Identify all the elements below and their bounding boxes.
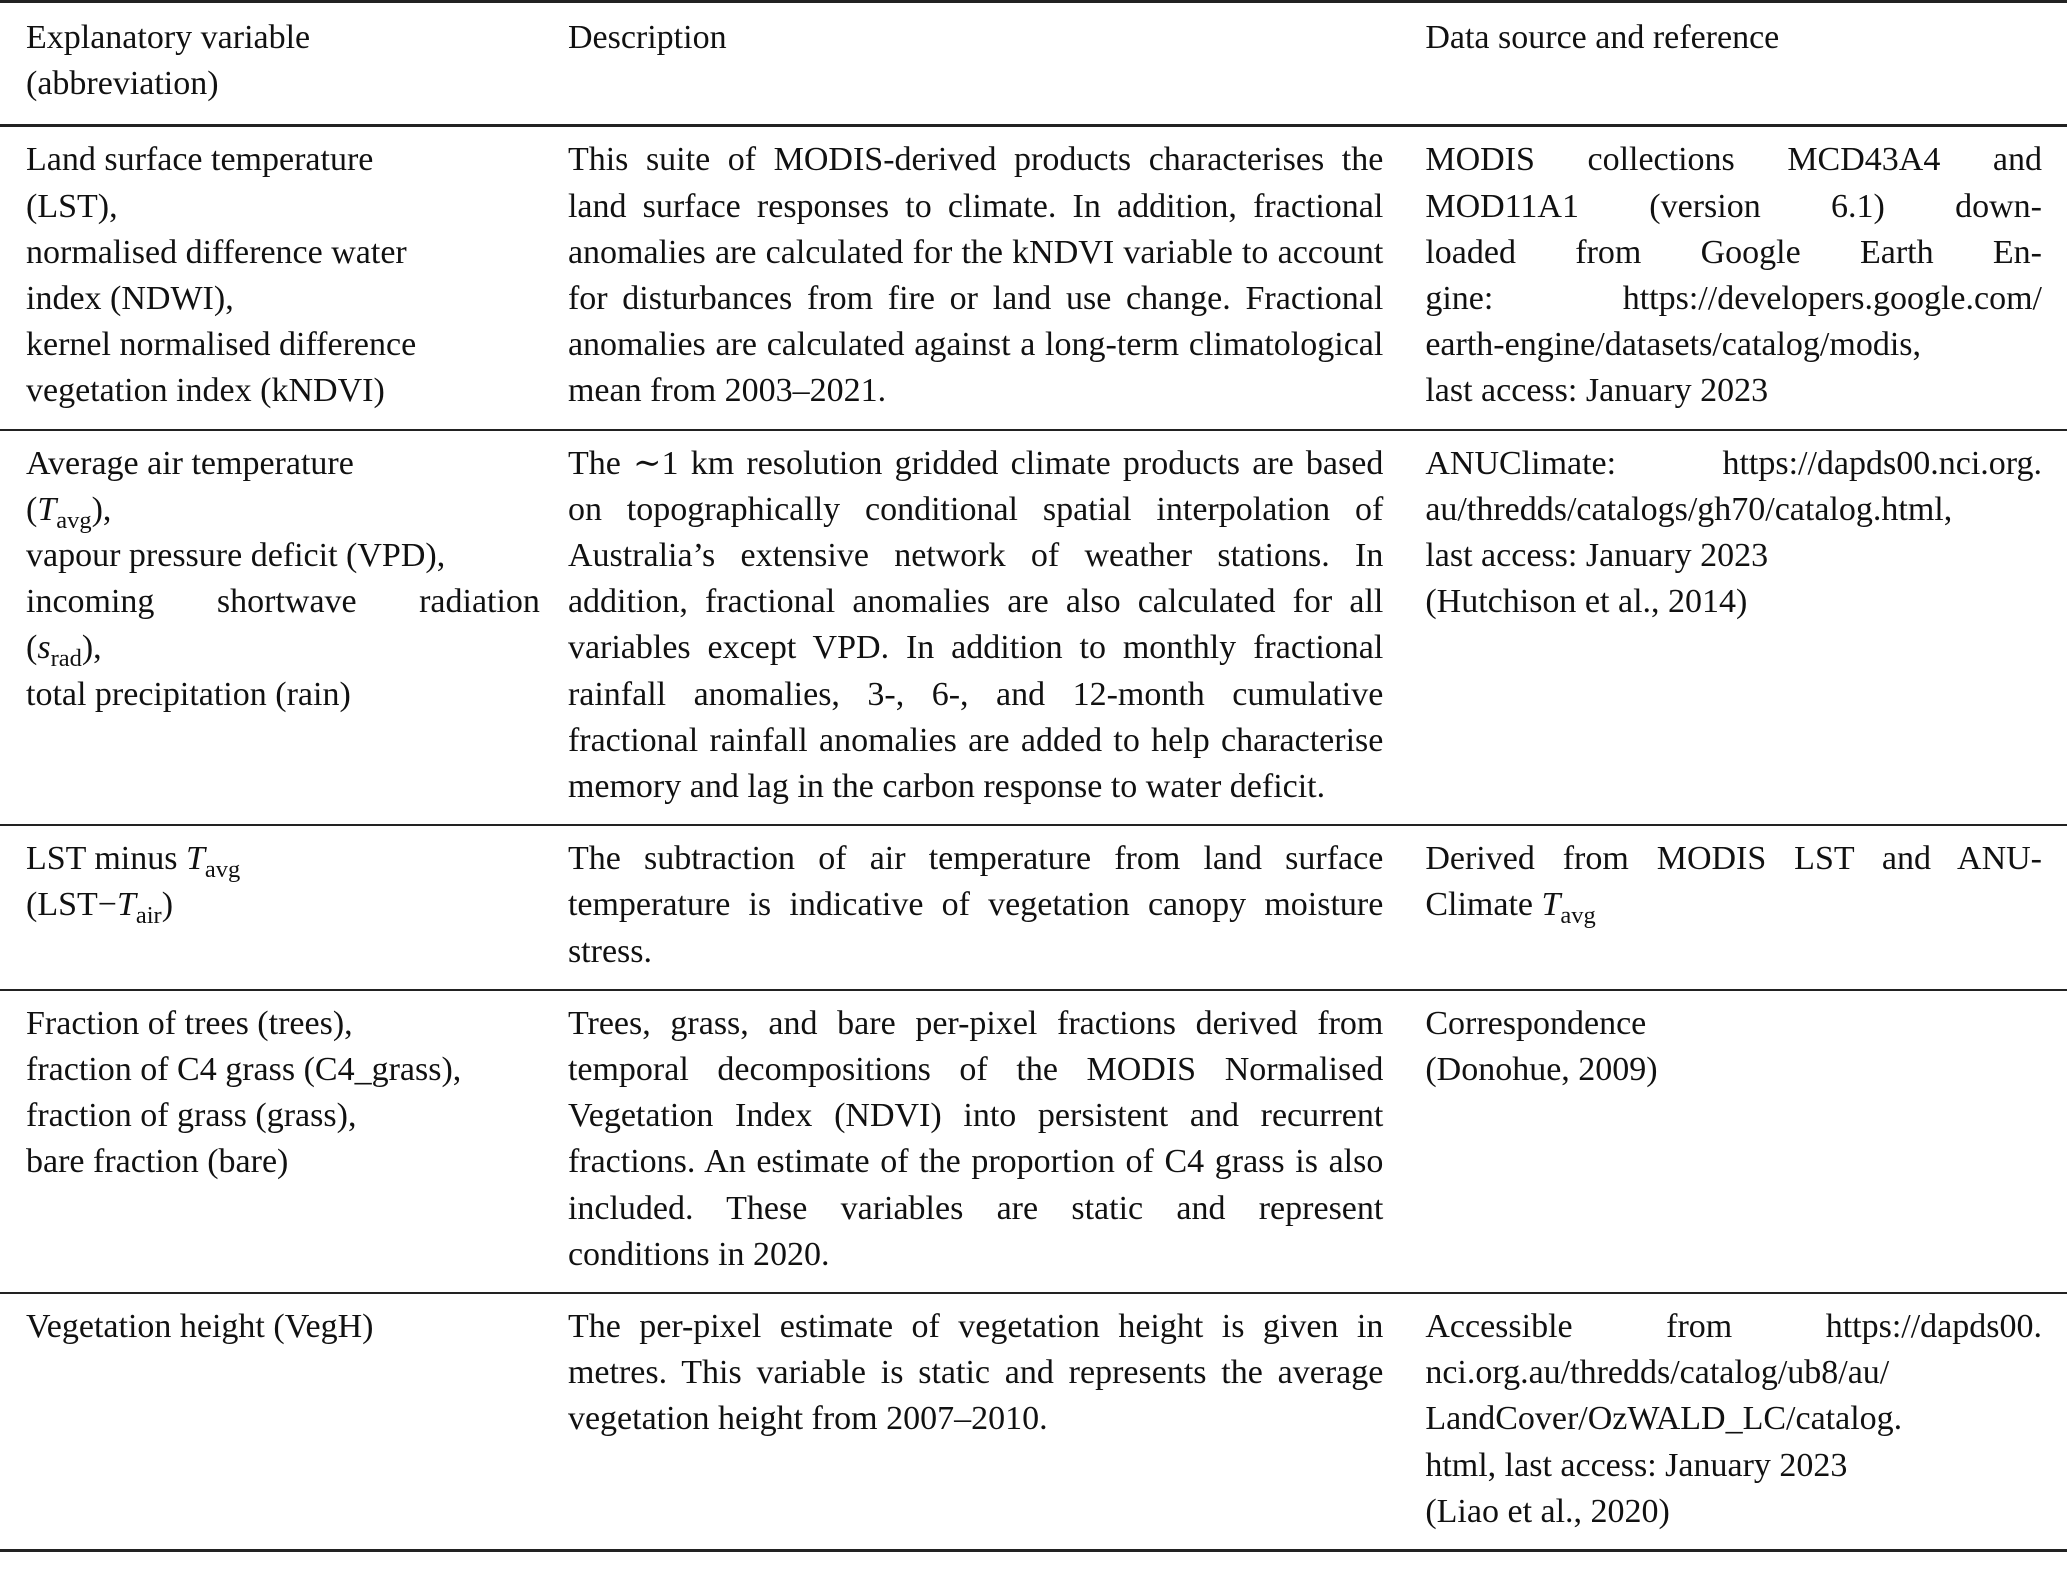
description-cell: This suite of MODIS-derived products characterises the land surface responses to climate. In addition, fractional anomalies are calculated for the kNDVI variable to account for disturbances from fire or land use change. Fractional anomalies are calculated against a long-term climatological mean from 2003–2021. [567, 141, 1384, 410]
source-cell: Correspondence (Donohue, 2009) [1425, 1004, 1658, 1089]
header-description: Description [567, 19, 727, 56]
description-cell: The ∼1 km resolution gridded climate products are based on topographically conditional spatial interpolation of Australia’s extensive network of weather stations. In addition, fractional anomalies are also calculated for all variables except VPD. In addition to monthly fractional rainfall anomalies, 3-, 6-, and 12-month cumulative fractional rainfall anomalies are added to help characterise memory and lag in the carbon response to water deficit. [567, 444, 1384, 806]
table-header-row [0, 2, 2067, 126]
variable-cell: LST minus $T_{avg}$ $(LST-T_{air})$ [26, 840, 241, 930]
source-cell: Accessible from https://dapds00. nci.org.au/thredds/catalog/ub8/au/ LandCover/OzWALD_LC/catalog. html, last access: January 2023 (Liao et al., 2020) [1425, 1308, 2042, 1530]
header-explanatory-variable: Explanatory variable (abbreviation) [26, 19, 311, 103]
variable-cell: Vegetation height (VegH) [26, 1308, 374, 1346]
table-row [0, 430, 2067, 826]
variable-cell: Land surface temperature (LST), normalised difference water index (NDWI), kernel normalised difference vegetation index (kNDVI) [26, 141, 417, 410]
table-row [0, 126, 2067, 430]
variable-cell: Average air temperature $(T_{avg})$, vapour pressure deficit (VPD), incoming shortwave radiation $(s_{rad})$, total precipitation (rain) [26, 444, 540, 713]
description-cell: Trees, grass, and bare per-pixel fractions derived from temporal decompositions of the MODIS Normalised Vegetation Index (NDVI) into persistent and recurrent fractions. An estimate of the proportion of C4 grass is also included. These variables are static and represent conditions in 2020. [567, 1004, 1384, 1273]
source-cell: Derived from MODIS LST and ANU- Climate $T_{avg}$ [1425, 840, 2042, 930]
header-data-source: Data source and reference [1425, 19, 1780, 56]
description-cell: The subtraction of air temperature from land surface temperature is indicative of vegetation canopy moisture stress. [567, 840, 1384, 970]
table-row [0, 825, 2067, 990]
source-cell: MODIS collections MCD43A4 and MOD11A1 (version 6.1) down- loaded from Google Earth En- gine: https://developers.google.com/ earth-engine/datasets/catalog/modis, last access: January 2023 [1425, 141, 2042, 410]
variable-cell: Fraction of trees (trees), fraction of C4 grass (C4_grass), fraction of grass (grass), bare fraction (bare) [26, 1004, 462, 1181]
table-row [0, 990, 2067, 1293]
table-row [0, 1293, 2067, 1551]
description-cell: The per-pixel estimate of vegetation height is given in metres. This variable is static and represents the average vegetation height from 2007–2010. [567, 1308, 1384, 1438]
source-cell: ANUClimate: https://dapds00.nci.org. au/thredds/catalogs/gh70/catalog.html, last access: January 2023 (Hutchison et al., 2014) [1425, 444, 2042, 621]
